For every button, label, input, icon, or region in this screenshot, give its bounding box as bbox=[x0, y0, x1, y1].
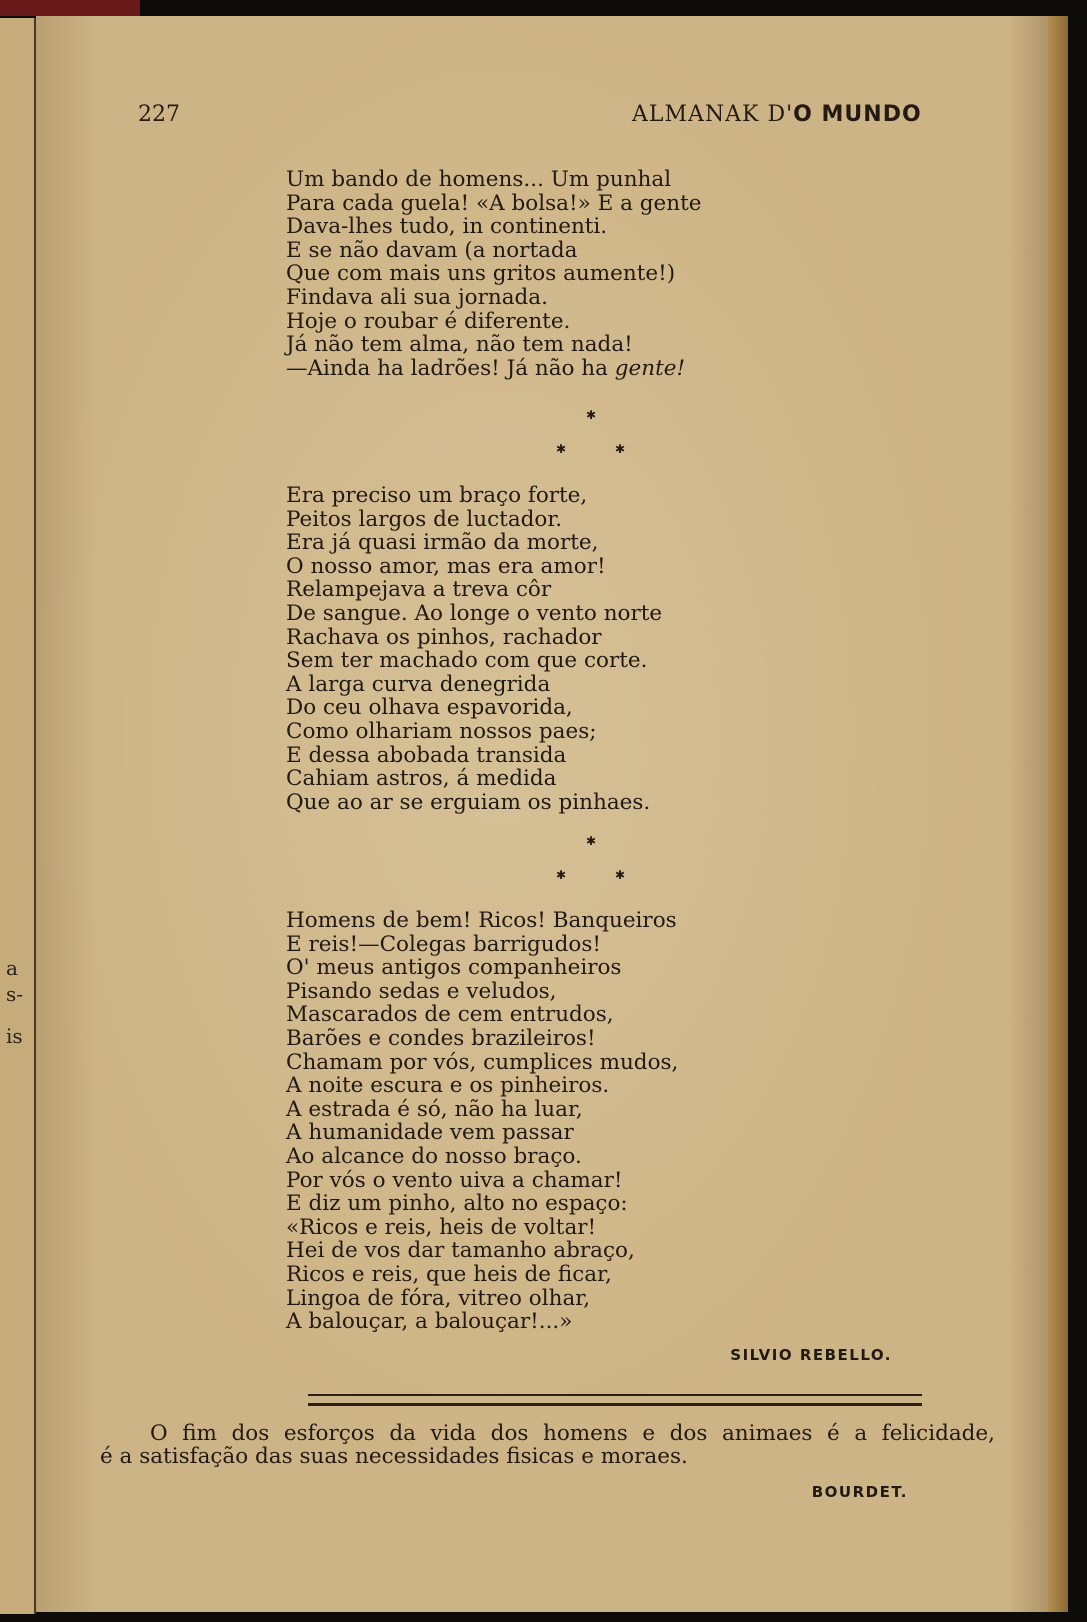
poem-line: A humanidade vem passar bbox=[286, 1120, 574, 1146]
poem-line: E dessa abobada transida bbox=[286, 742, 567, 768]
poem-line: Pisando sedas e veludos, bbox=[286, 978, 557, 1004]
poem-line: A larga curva denegrida bbox=[286, 671, 551, 697]
poem-line: Ricos e reis, que heis de ficar, bbox=[286, 1261, 612, 1287]
poem-line: Relampejava a treva côr bbox=[286, 577, 552, 603]
quote-line: O fim dos esforços da vida dos homens e dos animaes é a felicidade, bbox=[150, 1421, 995, 1446]
poem-line: A balouçar, a balouçar!...» bbox=[286, 1309, 573, 1335]
poem-line: Cahiam astros, á medida bbox=[286, 766, 557, 792]
poem-line: Peitos largos de luctador. bbox=[286, 506, 563, 532]
poem-line: Ao alcance do nosso braço. bbox=[286, 1143, 582, 1169]
poem-line: E diz um pinho, alto no espaço: bbox=[286, 1191, 628, 1217]
poem-line: Era já quasi irmão da morte, bbox=[286, 530, 599, 556]
poem-author: SILVIO REBELLO. bbox=[730, 1346, 892, 1364]
poem-line: Já não tem alma, não tem nada! bbox=[286, 332, 633, 358]
poem-line: Por vós o vento uiva a chamar! bbox=[286, 1167, 623, 1193]
margin-fragment: s- bbox=[6, 982, 24, 1006]
italic-word: gente! bbox=[614, 355, 686, 381]
poem-line: Lingoa de fóra, vitreo olhar, bbox=[286, 1285, 591, 1311]
poem-line: A noite escura e os pinheiros. bbox=[286, 1073, 610, 1099]
quote-author: BOURDET. bbox=[811, 1483, 908, 1501]
poem-line: E se não davam (a nortada bbox=[286, 237, 578, 263]
poem-stanza-2 bbox=[286, 484, 662, 814]
poem-line: Hoje o roubar é diferente. bbox=[286, 308, 571, 334]
poem-line: O nosso amor, mas era amor! bbox=[286, 553, 606, 579]
poem-line: Barões e condes brazileiros! bbox=[286, 1025, 596, 1051]
poem-line: E reis!—Colegas barrigudos! bbox=[286, 931, 602, 957]
section-divider-rule bbox=[308, 1394, 922, 1406]
poem-line: Que ao ar se erguiam os pinhaes. bbox=[286, 789, 651, 815]
poem-line: Sem ter machado com que corte. bbox=[286, 648, 648, 674]
poem-line: Um bando de homens... Um punhal bbox=[286, 167, 672, 192]
poem-stanza-3 bbox=[286, 909, 678, 1334]
poem-line: Para cada guela! «A bolsa!» E a gente bbox=[286, 190, 702, 216]
poem-line: Que com mais uns gritos aumente!) bbox=[286, 261, 676, 287]
book-page bbox=[36, 16, 1068, 1612]
red-binding-mark bbox=[0, 0, 140, 16]
poem-line: De sangue. Ao longe o vento norte bbox=[286, 600, 663, 626]
quote-line: é a satisfação das suas necessidades fisicas e moraes. bbox=[100, 1444, 688, 1469]
adjacent-page-edge bbox=[0, 18, 36, 1614]
asterism-ornament: ✱ bbox=[586, 834, 597, 848]
margin-fragment: a bbox=[6, 956, 18, 980]
poem-line: Dava-lhes tudo, in continenti. bbox=[286, 214, 608, 240]
asterism-ornament: ✱ bbox=[586, 408, 597, 422]
poem-line: Homens de bem! Ricos! Banqueiros bbox=[286, 908, 677, 933]
poem-line: Rachava os pinhos, rachador bbox=[286, 624, 602, 650]
page-gutter-shadow bbox=[1048, 16, 1068, 1612]
poem-stanza-1 bbox=[286, 168, 701, 380]
closing-quote bbox=[100, 1422, 995, 1468]
poem-line: Chamam por vós, cumplices mudos, bbox=[286, 1049, 679, 1075]
page-number: 227 bbox=[138, 102, 180, 127]
poem-line: O' meus antigos companheiros bbox=[286, 955, 622, 981]
poem-line: Do ceu olhava espavorida, bbox=[286, 695, 573, 721]
poem-line: Como olhariam nossos paes; bbox=[286, 718, 597, 744]
asterism-ornament: ✱ bbox=[556, 868, 567, 882]
running-head-title: O MUNDO bbox=[793, 102, 922, 127]
running-head: ALMANAK D'O MUNDO bbox=[632, 102, 922, 127]
poem-line: Hei de vos dar tamanho abraço, bbox=[286, 1238, 635, 1264]
poem-line: «Ricos e reis, heis de voltar! bbox=[286, 1214, 597, 1240]
poem-line: Findava ali sua jornada. bbox=[286, 284, 548, 310]
asterism-ornament: ✱ bbox=[615, 442, 626, 456]
poem-line: Era preciso um braço forte, bbox=[286, 483, 588, 508]
poem-line: Mascarados de cem entrudos, bbox=[286, 1002, 614, 1028]
asterism-ornament: ✱ bbox=[556, 442, 567, 456]
poem-line: —Ainda ha ladrões! Já não ha gente! bbox=[286, 355, 686, 381]
margin-fragment: is bbox=[6, 1024, 23, 1048]
poem-line: A estrada é só, não ha luar, bbox=[286, 1096, 583, 1122]
asterism-ornament: ✱ bbox=[615, 868, 626, 882]
